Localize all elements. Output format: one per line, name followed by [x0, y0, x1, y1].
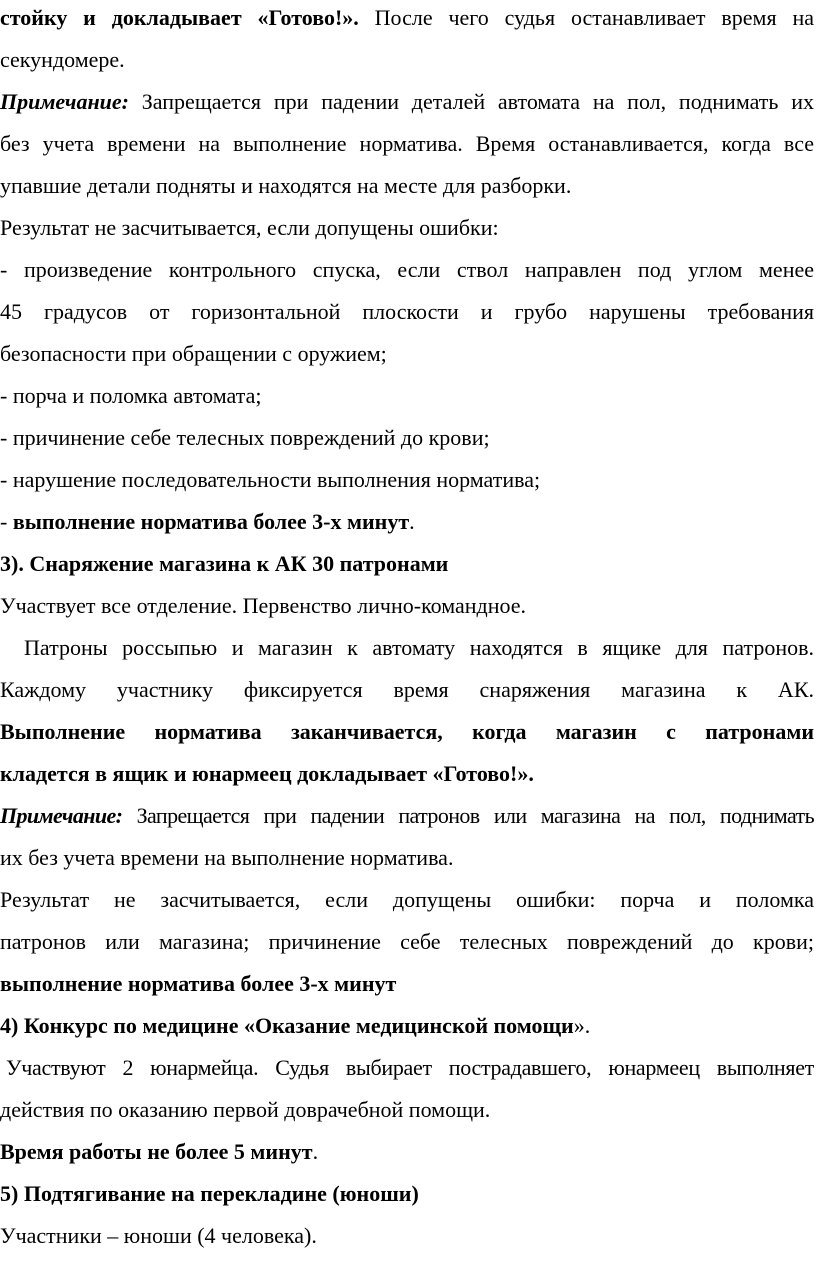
text-line: Участвует все отделение. Первенство лично-командное. [0, 593, 527, 618]
text-line: их без учета времени на выполнение норматива. [0, 845, 454, 870]
text-line: Участники – юноши (4 человека). [0, 1223, 317, 1248]
bold-text: стойку и докладывает «Готово!». [0, 5, 359, 30]
text-line: Участвуют 2 юнармейца. Судья выбирает пострадавшего, юнармеец выполняет [6, 1055, 814, 1080]
bold-text: выполнение норматива более 3-х минут [12, 509, 410, 534]
list-item: - причинение себе телесных повреждений до крови; [0, 425, 490, 450]
text-line: безопасности при обращении с оружием; [0, 341, 387, 366]
text-line: Результат не засчитывается, если допущены ошибки: порча и поломка [0, 887, 814, 912]
text: После чего судья останавливает время на [358, 5, 814, 30]
section-heading [0, 1011, 814, 1041]
text-line [0, 801, 814, 831]
bold-text: 4) Конкурс по медицине « [0, 1013, 255, 1038]
bold-text-line: кладется в ящик и юнармеец докладывает «Готово!». [0, 761, 534, 786]
text-line [0, 3, 814, 33]
bold-text-line: выполнение норматива более 3-х минут [0, 971, 397, 996]
text-line: без учета времени на выполнение норматива. Время останавливается, когда все [0, 131, 814, 156]
text-line [0, 1137, 814, 1167]
list-item: - произведение контрольного спуска, если ствол направлен под углом менее [0, 257, 814, 282]
text: . [312, 1139, 319, 1164]
list-item: - нарушение последовательности выполнения норматива; [0, 467, 541, 492]
text: . [409, 509, 415, 534]
text-line: Результат не засчитывается, если допущены ошибки: [0, 215, 499, 240]
text: ». [573, 1013, 591, 1038]
list-item: - порча и поломка автомата; [0, 383, 262, 408]
text-line: упавшие детали подняты и находятся на месте для разборки. [0, 173, 572, 198]
note-label: Примечание: [0, 89, 129, 114]
text-line [0, 87, 814, 117]
section-heading: 5) Подтягивание на перекладине (юноши) [0, 1181, 419, 1206]
bold-text-line: Выполнение норматива заканчивается, когда магазин с патронами [0, 719, 814, 744]
text-line: 45 градусов от горизонтальной плоскости и грубо нарушены требования [0, 299, 814, 324]
section-heading: 3). Снаряжение магазина к АК 30 патронами [0, 551, 449, 576]
text-line: патронов или магазина; причинение себе телесных повреждений до крови; [0, 929, 814, 954]
list-item [0, 507, 814, 537]
text-line: действия по оказанию первой доврачебной помощи. [0, 1097, 491, 1122]
text-line: Каждому участнику фиксируется время снаряжения магазина к АК. [0, 677, 814, 702]
text: Запрещается при падении патронов или магазина на пол, поднимать [122, 803, 814, 828]
text-line: Патроны россыпью и магазин к автомату находятся в ящике для патронов. [24, 635, 814, 660]
text-line: секундомере. [0, 47, 125, 72]
text: Запрещается при падении деталей автомата на пол, поднимать их [128, 89, 814, 114]
bold-text: Время работы не более 5 минут [0, 1139, 313, 1164]
note-label: Примечание: [0, 803, 123, 828]
bold-text: Оказание медицинской помощи [254, 1013, 574, 1038]
text: - [0, 509, 13, 534]
